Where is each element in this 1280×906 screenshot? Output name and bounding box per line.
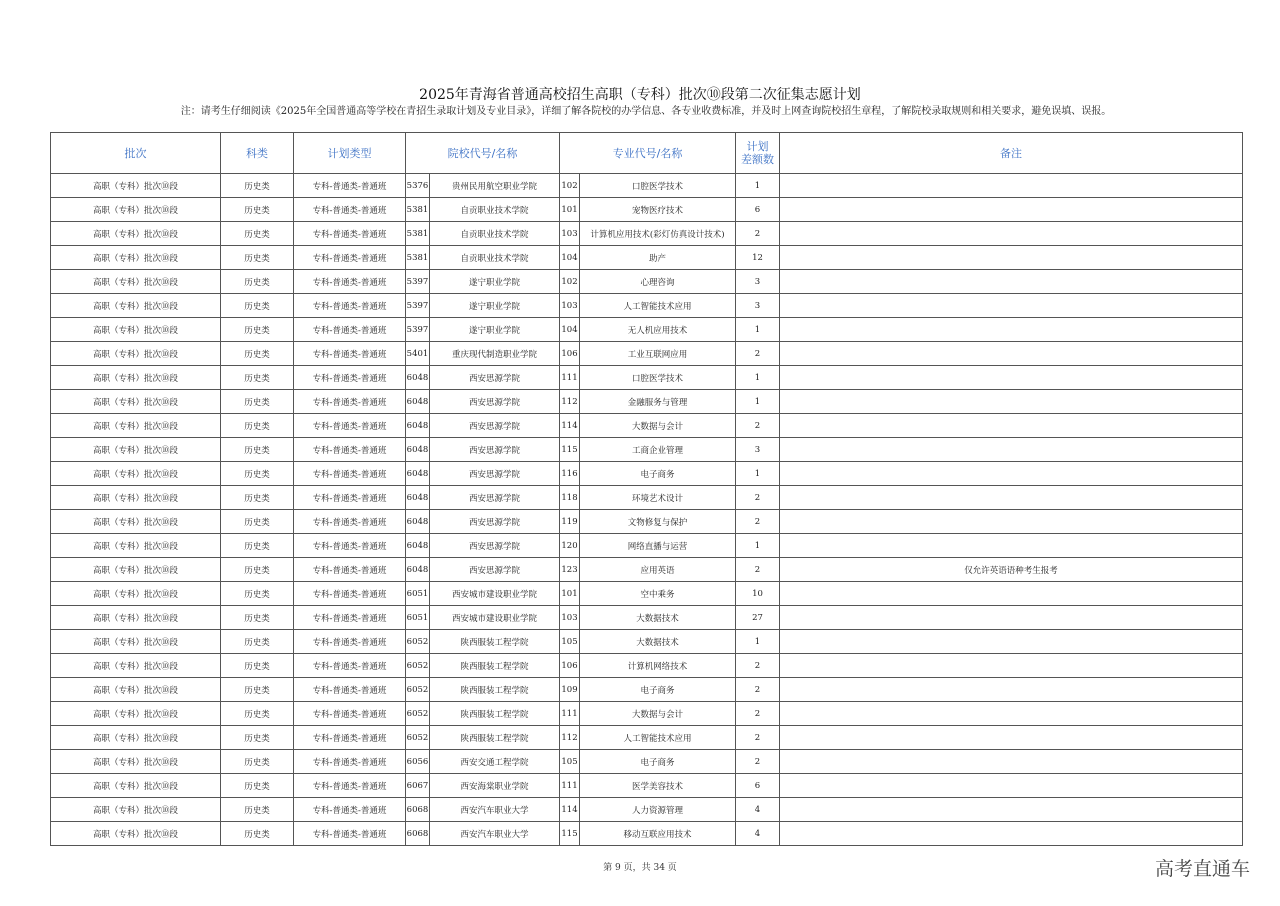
cell-major-code: 112 xyxy=(560,726,580,750)
cell-plan-type: 专科-普通类-普通班 xyxy=(294,774,406,798)
cell-major-name: 大数据技术 xyxy=(580,630,736,654)
cell-subject: 历史类 xyxy=(221,654,294,678)
cell-school-code: 6052 xyxy=(406,654,430,678)
cell-school-code: 6051 xyxy=(406,582,430,606)
header-major: 专业代号/名称 xyxy=(560,133,736,174)
enrollment-plan-table xyxy=(50,132,1243,846)
cell-school-name: 西安城市建设职业学院 xyxy=(430,606,560,630)
cell-batch: 高职（专科）批次⑩段 xyxy=(51,294,221,318)
cell-subject: 历史类 xyxy=(221,534,294,558)
cell-remark xyxy=(780,486,1243,510)
cell-plan-type: 专科-普通类-普通班 xyxy=(294,558,406,582)
cell-count: 1 xyxy=(736,630,780,654)
cell-subject: 历史类 xyxy=(221,510,294,534)
cell-plan-type: 专科-普通类-普通班 xyxy=(294,414,406,438)
cell-school-name: 遂宁职业学院 xyxy=(430,294,560,318)
table-row xyxy=(51,390,1243,414)
document-title: 2025年青海省普通高校招生高职（专科）批次⑩段第二次征集志愿计划 xyxy=(419,87,861,103)
cell-count: 3 xyxy=(736,270,780,294)
cell-major-name: 医学美容技术 xyxy=(580,774,736,798)
cell-major-name: 宠物医疗技术 xyxy=(580,198,736,222)
cell-plan-type: 专科-普通类-普通班 xyxy=(294,702,406,726)
cell-major-name: 应用英语 xyxy=(580,558,736,582)
table-row xyxy=(51,558,1243,582)
cell-school-name: 西安城市建设职业学院 xyxy=(430,582,560,606)
cell-count: 6 xyxy=(736,774,780,798)
cell-count: 1 xyxy=(736,534,780,558)
cell-plan-type: 专科-普通类-普通班 xyxy=(294,246,406,270)
cell-remark: 仅允许英语语种考生报考 xyxy=(780,558,1243,582)
header-count xyxy=(736,133,780,174)
cell-subject: 历史类 xyxy=(221,414,294,438)
cell-school-code: 5381 xyxy=(406,222,430,246)
cell-remark xyxy=(780,462,1243,486)
cell-count: 27 xyxy=(736,606,780,630)
cell-school-code: 6048 xyxy=(406,486,430,510)
cell-school-name: 陕西服装工程学院 xyxy=(430,726,560,750)
header-count-line2: 差额数 xyxy=(741,153,774,166)
cell-batch: 高职（专科）批次⑩段 xyxy=(51,318,221,342)
cell-subject: 历史类 xyxy=(221,486,294,510)
cell-major-code: 103 xyxy=(560,294,580,318)
cell-count: 1 xyxy=(736,318,780,342)
cell-school-name: 西安交通工程学院 xyxy=(430,750,560,774)
cell-major-code: 101 xyxy=(560,198,580,222)
cell-major-name: 人工智能技术应用 xyxy=(580,294,736,318)
cell-school-code: 6051 xyxy=(406,606,430,630)
cell-school-name: 贵州民用航空职业学院 xyxy=(430,174,560,198)
cell-batch: 高职（专科）批次⑩段 xyxy=(51,606,221,630)
cell-batch: 高职（专科）批次⑩段 xyxy=(51,246,221,270)
cell-plan-type: 专科-普通类-普通班 xyxy=(294,222,406,246)
cell-remark xyxy=(780,438,1243,462)
table-row xyxy=(51,174,1243,198)
cell-batch: 高职（专科）批次⑩段 xyxy=(51,414,221,438)
table-header-row xyxy=(51,133,1243,174)
cell-school-name: 遂宁职业学院 xyxy=(430,270,560,294)
cell-count: 1 xyxy=(736,390,780,414)
cell-count: 1 xyxy=(736,366,780,390)
cell-major-code: 115 xyxy=(560,438,580,462)
cell-batch: 高职（专科）批次⑩段 xyxy=(51,534,221,558)
table-row xyxy=(51,342,1243,366)
cell-batch: 高职（专科）批次⑩段 xyxy=(51,774,221,798)
table-row xyxy=(51,438,1243,462)
table-row xyxy=(51,774,1243,798)
cell-school-code: 6048 xyxy=(406,390,430,414)
cell-school-name: 陕西服装工程学院 xyxy=(430,678,560,702)
cell-remark xyxy=(780,342,1243,366)
cell-batch: 高职（专科）批次⑩段 xyxy=(51,678,221,702)
cell-subject: 历史类 xyxy=(221,678,294,702)
cell-major-code: 106 xyxy=(560,342,580,366)
cell-remark xyxy=(780,366,1243,390)
cell-batch: 高职（专科）批次⑩段 xyxy=(51,654,221,678)
cell-remark xyxy=(780,726,1243,750)
table-row xyxy=(51,798,1243,822)
cell-count: 2 xyxy=(736,486,780,510)
cell-batch: 高职（专科）批次⑩段 xyxy=(51,510,221,534)
cell-school-code: 6048 xyxy=(406,462,430,486)
cell-school-name: 陕西服装工程学院 xyxy=(430,702,560,726)
cell-school-name: 自贡职业技术学院 xyxy=(430,198,560,222)
cell-remark xyxy=(780,414,1243,438)
cell-major-name: 工商企业管理 xyxy=(580,438,736,462)
cell-remark xyxy=(780,246,1243,270)
cell-plan-type: 专科-普通类-普通班 xyxy=(294,438,406,462)
cell-school-code: 6052 xyxy=(406,726,430,750)
header-subject: 科类 xyxy=(221,133,294,174)
cell-school-code: 6067 xyxy=(406,774,430,798)
cell-remark xyxy=(780,510,1243,534)
cell-school-name: 重庆现代制造职业学院 xyxy=(430,342,560,366)
table-row xyxy=(51,750,1243,774)
cell-count: 12 xyxy=(736,246,780,270)
cell-school-name: 西安汽车职业大学 xyxy=(430,822,560,846)
cell-batch: 高职（专科）批次⑩段 xyxy=(51,582,221,606)
cell-school-name: 遂宁职业学院 xyxy=(430,318,560,342)
cell-plan-type: 专科-普通类-普通班 xyxy=(294,486,406,510)
cell-subject: 历史类 xyxy=(221,366,294,390)
cell-plan-type: 专科-普通类-普通班 xyxy=(294,630,406,654)
cell-subject: 历史类 xyxy=(221,798,294,822)
cell-major-code: 103 xyxy=(560,606,580,630)
cell-major-code: 111 xyxy=(560,366,580,390)
cell-plan-type: 专科-普通类-普通班 xyxy=(294,174,406,198)
table-row xyxy=(51,318,1243,342)
cell-major-name: 口腔医学技术 xyxy=(580,174,736,198)
cell-batch: 高职（专科）批次⑩段 xyxy=(51,222,221,246)
cell-subject: 历史类 xyxy=(221,246,294,270)
cell-school-code: 6048 xyxy=(406,438,430,462)
cell-school-name: 西安思源学院 xyxy=(430,438,560,462)
cell-major-name: 人工智能技术应用 xyxy=(580,726,736,750)
cell-major-code: 105 xyxy=(560,630,580,654)
table-row xyxy=(51,678,1243,702)
cell-major-name: 金融服务与管理 xyxy=(580,390,736,414)
cell-major-code: 111 xyxy=(560,702,580,726)
cell-subject: 历史类 xyxy=(221,774,294,798)
cell-plan-type: 专科-普通类-普通班 xyxy=(294,678,406,702)
cell-remark xyxy=(780,630,1243,654)
cell-batch: 高职（专科）批次⑩段 xyxy=(51,462,221,486)
cell-remark xyxy=(780,198,1243,222)
table-row xyxy=(51,606,1243,630)
cell-plan-type: 专科-普通类-普通班 xyxy=(294,798,406,822)
cell-count: 2 xyxy=(736,414,780,438)
header-remark: 备注 xyxy=(780,133,1243,174)
table-row xyxy=(51,246,1243,270)
cell-plan-type: 专科-普通类-普通班 xyxy=(294,534,406,558)
cell-batch: 高职（专科）批次⑩段 xyxy=(51,438,221,462)
cell-major-code: 109 xyxy=(560,678,580,702)
cell-plan-type: 专科-普通类-普通班 xyxy=(294,822,406,846)
cell-batch: 高职（专科）批次⑩段 xyxy=(51,390,221,414)
cell-school-name: 西安海棠职业学院 xyxy=(430,774,560,798)
cell-major-name: 助产 xyxy=(580,246,736,270)
cell-school-name: 陕西服装工程学院 xyxy=(430,654,560,678)
cell-count: 10 xyxy=(736,582,780,606)
cell-subject: 历史类 xyxy=(221,822,294,846)
cell-school-name: 西安思源学院 xyxy=(430,534,560,558)
cell-plan-type: 专科-普通类-普通班 xyxy=(294,342,406,366)
cell-batch: 高职（专科）批次⑩段 xyxy=(51,630,221,654)
watermark-logo: 高考直通车 xyxy=(1154,858,1250,880)
cell-remark xyxy=(780,798,1243,822)
header-school: 院校代号/名称 xyxy=(406,133,560,174)
cell-plan-type: 专科-普通类-普通班 xyxy=(294,582,406,606)
cell-school-name: 西安思源学院 xyxy=(430,366,560,390)
cell-batch: 高职（专科）批次⑩段 xyxy=(51,174,221,198)
cell-subject: 历史类 xyxy=(221,726,294,750)
table-row xyxy=(51,414,1243,438)
cell-major-code: 120 xyxy=(560,534,580,558)
cell-school-code: 6048 xyxy=(406,534,430,558)
cell-batch: 高职（专科）批次⑩段 xyxy=(51,558,221,582)
cell-school-name: 陕西服装工程学院 xyxy=(430,630,560,654)
table-row xyxy=(51,534,1243,558)
table-row xyxy=(51,654,1243,678)
cell-school-code: 5381 xyxy=(406,198,430,222)
cell-major-name: 计算机网络技术 xyxy=(580,654,736,678)
cell-major-code: 116 xyxy=(560,462,580,486)
table-row xyxy=(51,630,1243,654)
cell-plan-type: 专科-普通类-普通班 xyxy=(294,606,406,630)
cell-major-name: 口腔医学技术 xyxy=(580,366,736,390)
cell-plan-type: 专科-普通类-普通班 xyxy=(294,294,406,318)
cell-remark xyxy=(780,654,1243,678)
cell-school-code: 5376 xyxy=(406,174,430,198)
cell-batch: 高职（专科）批次⑩段 xyxy=(51,750,221,774)
cell-batch: 高职（专科）批次⑩段 xyxy=(51,702,221,726)
cell-school-code: 6048 xyxy=(406,414,430,438)
cell-major-name: 电子商务 xyxy=(580,750,736,774)
cell-major-code: 118 xyxy=(560,486,580,510)
cell-school-code: 5397 xyxy=(406,318,430,342)
cell-subject: 历史类 xyxy=(221,174,294,198)
cell-school-name: 自贡职业技术学院 xyxy=(430,246,560,270)
cell-school-code: 6048 xyxy=(406,510,430,534)
table-row xyxy=(51,366,1243,390)
cell-school-code: 6068 xyxy=(406,798,430,822)
cell-major-code: 101 xyxy=(560,582,580,606)
cell-batch: 高职（专科）批次⑩段 xyxy=(51,822,221,846)
cell-major-code: 112 xyxy=(560,390,580,414)
cell-school-code: 5397 xyxy=(406,270,430,294)
cell-major-code: 114 xyxy=(560,414,580,438)
cell-subject: 历史类 xyxy=(221,270,294,294)
cell-subject: 历史类 xyxy=(221,750,294,774)
cell-school-name: 西安思源学院 xyxy=(430,486,560,510)
cell-plan-type: 专科-普通类-普通班 xyxy=(294,198,406,222)
cell-plan-type: 专科-普通类-普通班 xyxy=(294,654,406,678)
cell-subject: 历史类 xyxy=(221,198,294,222)
cell-batch: 高职（专科）批次⑩段 xyxy=(51,726,221,750)
cell-plan-type: 专科-普通类-普通班 xyxy=(294,390,406,414)
table-row xyxy=(51,582,1243,606)
cell-remark xyxy=(780,822,1243,846)
cell-major-name: 电子商务 xyxy=(580,462,736,486)
cell-major-code: 103 xyxy=(560,222,580,246)
cell-school-name: 西安汽车职业大学 xyxy=(430,798,560,822)
cell-school-code: 6052 xyxy=(406,630,430,654)
table-row xyxy=(51,486,1243,510)
cell-subject: 历史类 xyxy=(221,438,294,462)
header-count-line1: 计划 xyxy=(746,140,769,153)
cell-batch: 高职（专科）批次⑩段 xyxy=(51,342,221,366)
cell-school-name: 西安思源学院 xyxy=(430,414,560,438)
document-note: 注：请考生仔细阅读《2025年全国普通高等学校在青招生录取计划及专业目录》，详细了解各院校的办学信息、各专业收费标准，并及时上网查询院校招生章程，了解院校录取规则和相关要求，避免误填、误报。 xyxy=(180,106,1112,117)
cell-major-code: 105 xyxy=(560,750,580,774)
cell-school-name: 西安思源学院 xyxy=(430,510,560,534)
cell-plan-type: 专科-普通类-普通班 xyxy=(294,510,406,534)
cell-count: 4 xyxy=(736,798,780,822)
cell-school-code: 6068 xyxy=(406,822,430,846)
cell-major-code: 102 xyxy=(560,270,580,294)
table-row xyxy=(51,462,1243,486)
cell-major-name: 工业互联网应用 xyxy=(580,342,736,366)
cell-school-name: 自贡职业技术学院 xyxy=(430,222,560,246)
cell-school-code: 6052 xyxy=(406,678,430,702)
cell-school-name: 西安思源学院 xyxy=(430,462,560,486)
cell-subject: 历史类 xyxy=(221,702,294,726)
table-row xyxy=(51,198,1243,222)
cell-count: 6 xyxy=(736,198,780,222)
page-footer: 第 9 页，共 34 页 xyxy=(603,863,677,873)
cell-major-name: 大数据与会计 xyxy=(580,414,736,438)
cell-subject: 历史类 xyxy=(221,558,294,582)
cell-batch: 高职（专科）批次⑩段 xyxy=(51,798,221,822)
cell-major-name: 无人机应用技术 xyxy=(580,318,736,342)
cell-major-name: 人力资源管理 xyxy=(580,798,736,822)
cell-school-code: 5401 xyxy=(406,342,430,366)
cell-remark xyxy=(780,222,1243,246)
cell-school-name: 西安思源学院 xyxy=(430,390,560,414)
cell-plan-type: 专科-普通类-普通班 xyxy=(294,270,406,294)
cell-count: 2 xyxy=(736,222,780,246)
table-row xyxy=(51,222,1243,246)
cell-major-code: 102 xyxy=(560,174,580,198)
cell-count: 2 xyxy=(736,510,780,534)
cell-batch: 高职（专科）批次⑩段 xyxy=(51,198,221,222)
cell-major-name: 环境艺术设计 xyxy=(580,486,736,510)
table-row xyxy=(51,510,1243,534)
header-plan-type: 计划类型 xyxy=(294,133,406,174)
cell-remark xyxy=(780,270,1243,294)
cell-major-name: 移动互联应用技术 xyxy=(580,822,736,846)
cell-major-name: 大数据技术 xyxy=(580,606,736,630)
table-row xyxy=(51,702,1243,726)
table-row xyxy=(51,822,1243,846)
cell-remark xyxy=(780,606,1243,630)
cell-count: 2 xyxy=(736,726,780,750)
cell-batch: 高职（专科）批次⑩段 xyxy=(51,270,221,294)
cell-major-name: 心理咨询 xyxy=(580,270,736,294)
cell-school-code: 6048 xyxy=(406,366,430,390)
header-batch: 批次 xyxy=(51,133,221,174)
cell-plan-type: 专科-普通类-普通班 xyxy=(294,318,406,342)
cell-major-name: 电子商务 xyxy=(580,678,736,702)
cell-school-code: 5397 xyxy=(406,294,430,318)
cell-subject: 历史类 xyxy=(221,222,294,246)
cell-school-code: 5381 xyxy=(406,246,430,270)
cell-subject: 历史类 xyxy=(221,390,294,414)
cell-subject: 历史类 xyxy=(221,582,294,606)
cell-count: 3 xyxy=(736,438,780,462)
cell-remark xyxy=(780,534,1243,558)
cell-subject: 历史类 xyxy=(221,606,294,630)
cell-school-code: 6052 xyxy=(406,702,430,726)
cell-subject: 历史类 xyxy=(221,318,294,342)
cell-batch: 高职（专科）批次⑩段 xyxy=(51,486,221,510)
cell-remark xyxy=(780,390,1243,414)
cell-major-code: 123 xyxy=(560,558,580,582)
cell-major-name: 空中乘务 xyxy=(580,582,736,606)
cell-remark xyxy=(780,318,1243,342)
cell-count: 2 xyxy=(736,654,780,678)
cell-count: 2 xyxy=(736,678,780,702)
table-row xyxy=(51,726,1243,750)
cell-school-code: 6048 xyxy=(406,558,430,582)
cell-school-code: 6056 xyxy=(406,750,430,774)
table-body xyxy=(51,174,1243,846)
cell-remark xyxy=(780,174,1243,198)
cell-subject: 历史类 xyxy=(221,630,294,654)
cell-major-code: 119 xyxy=(560,510,580,534)
cell-subject: 历史类 xyxy=(221,342,294,366)
cell-major-code: 106 xyxy=(560,654,580,678)
cell-remark xyxy=(780,294,1243,318)
cell-major-code: 115 xyxy=(560,822,580,846)
cell-subject: 历史类 xyxy=(221,294,294,318)
cell-count: 3 xyxy=(736,294,780,318)
cell-count: 2 xyxy=(736,558,780,582)
cell-major-code: 111 xyxy=(560,774,580,798)
cell-major-code: 104 xyxy=(560,246,580,270)
cell-major-name: 文物修复与保护 xyxy=(580,510,736,534)
cell-plan-type: 专科-普通类-普通班 xyxy=(294,462,406,486)
cell-major-name: 网络直播与运营 xyxy=(580,534,736,558)
cell-count: 2 xyxy=(736,750,780,774)
cell-remark xyxy=(780,678,1243,702)
cell-remark xyxy=(780,702,1243,726)
cell-count: 2 xyxy=(736,702,780,726)
cell-batch: 高职（专科）批次⑩段 xyxy=(51,366,221,390)
cell-school-name: 西安思源学院 xyxy=(430,558,560,582)
cell-count: 2 xyxy=(736,342,780,366)
cell-count: 4 xyxy=(736,822,780,846)
cell-subject: 历史类 xyxy=(221,462,294,486)
cell-major-code: 114 xyxy=(560,798,580,822)
table-row xyxy=(51,294,1243,318)
cell-remark xyxy=(780,582,1243,606)
cell-major-name: 大数据与会计 xyxy=(580,702,736,726)
cell-major-name: 计算机应用技术(彩灯仿真设计技术) xyxy=(580,222,736,246)
cell-plan-type: 专科-普通类-普通班 xyxy=(294,726,406,750)
cell-major-code: 104 xyxy=(560,318,580,342)
cell-count: 1 xyxy=(736,174,780,198)
cell-remark xyxy=(780,750,1243,774)
table-row xyxy=(51,270,1243,294)
cell-remark xyxy=(780,774,1243,798)
cell-count: 1 xyxy=(736,462,780,486)
cell-plan-type: 专科-普通类-普通班 xyxy=(294,750,406,774)
cell-plan-type: 专科-普通类-普通班 xyxy=(294,366,406,390)
